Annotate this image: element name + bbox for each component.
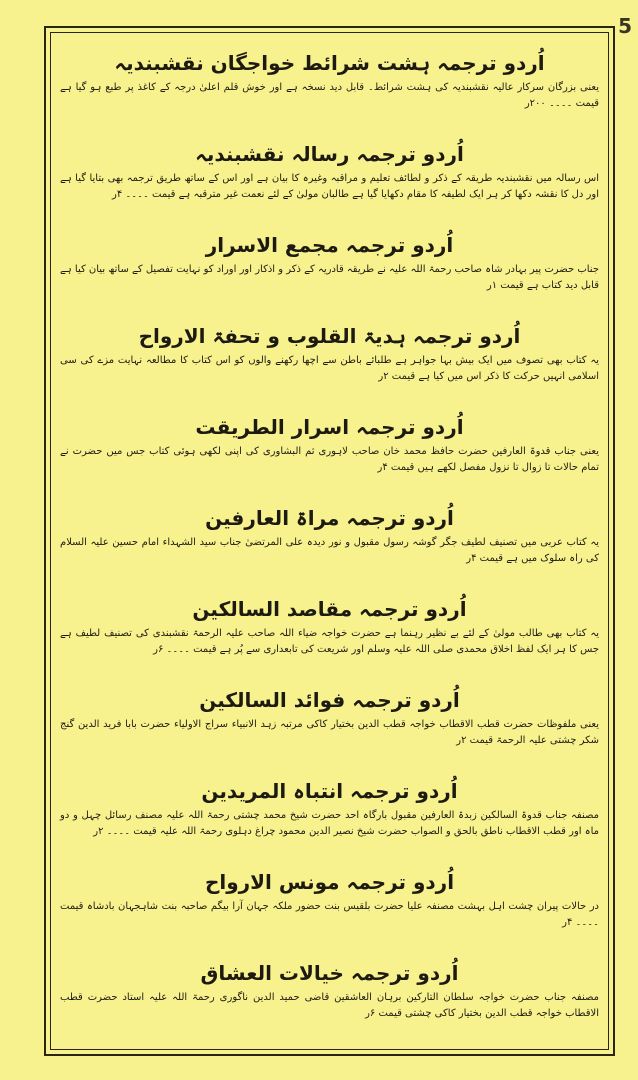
entry-heading: اُردو ترجمہ رسالہ نقشبندیہ — [195, 142, 464, 166]
catalog-entry — [56, 768, 603, 859]
entry-heading: اُردو ترجمہ خیالات العشاق — [200, 961, 459, 985]
entry-heading: اُردو ترجمہ ہشت شرائط خواجگان نقشبندیہ — [114, 51, 545, 75]
entry-description: یعنی بزرگان سرکار عالیہ نقشبندیہ کی ہشت شرائط۔ قابل دید نسخہ ہے اور خوش قلم اعلیٰ درجہ کے کاغذ پر طبع ہو گیا ہے قیمت ۔۔۔۔ ۲۰۰ر — [60, 82, 599, 109]
catalog-list — [56, 40, 603, 1044]
entry-description: اس رسالہ میں نقشبندیہ طریقہ کے ذکر و لطائف تعلیم و مراقبہ وغیرہ کا بیان ہے اور اس کے ساتھ طریق ترجمہ بھی بتایا گیا ہے اور دل کا نقشہ دکھا کر ہر ایک لطیفہ کا مقام دکھایا گیا ہے طالبان مولیٰ کے لئے نعمت غیر مترقبہ ہے قیمت ۔۔۔۔ ۴ر — [60, 173, 599, 200]
catalog-entry — [56, 131, 603, 222]
catalog-entry — [56, 677, 603, 768]
entry-heading: اُردو ترجمہ مقاصد السالکین — [192, 597, 467, 621]
entry-heading: اُردو ترجمہ فوائد السالکین — [199, 688, 460, 712]
entry-description: در حالات پیران چشت اہل بہشت مصنفہ علیا حضرت بلقیس بنت حضور ملکہ جہان آرا بیگم صاحبہ بنت شاہجہان بادشاہ قیمت ۔۔۔۔ ۴ر — [60, 901, 599, 928]
catalog-entry — [56, 40, 603, 131]
page-mark: 5 — [618, 14, 632, 38]
catalog-entry — [56, 313, 603, 404]
entry-description: جناب حضرت پیر بہادر شاہ صاحب رحمۃ اللہ علیہ نے طریقہ قادریہ کے ذکر و اذکار اور اوراد کو نہایت تفصیل کے ساتھ بیان کیا ہے قابل دید کتاب ہے قیمت ۱ر — [60, 264, 599, 291]
catalog-entry — [56, 859, 603, 950]
entry-heading: اُردو ترجمہ مونس الارواح — [204, 870, 455, 894]
catalog-entry — [56, 495, 603, 586]
entry-heading: اُردو ترجمہ انتباہ المریدین — [201, 779, 458, 803]
catalog-entry — [56, 586, 603, 677]
entry-description: یعنی جناب قدوۃ العارفین حضرت حافظ محمد خان صاحب لاہوری ثم البشاوری کی اپنی لکھی ہوئی کتاب جس میں حضرت نے تمام حالات تا زوال تا نزول مفصل لکھے ہیں قیمت ۴ر — [60, 446, 599, 473]
entry-description: مصنفہ جناب حضرت خواجہ سلطان التارکین برہان العاشقین قاضی حمید الدین ناگوری رحمۃ اللہ علیہ استاد حضرت قطب الاقطاب خواجہ قطب الدین بختیار کاکی چشتی قیمت ۶ر — [60, 992, 599, 1019]
entry-description: یہ کتاب عربی میں تصنیف لطیف جگر گوشہ رسول مقبول و نور دیدہ علی المرتضیٰ جناب سید الشہداء امام حسین علیہ السلام کی راہ سلوک میں ہے قیمت ۴ر — [60, 537, 599, 564]
catalog-entry — [56, 222, 603, 313]
entry-description: یہ کتاب بھی طالب مولیٰ کے لئے بے نظیر رہنما ہے حضرت خواجہ ضیاء اللہ صاحب علیہ الرحمۃ نقشبندی کی تصنیف لطیف ہے جس کا ہر ایک لفظ اخلاق محمدی صلی اللہ علیہ وسلم اور شریعت کی تابعداری سے پُر ہے قیمت ۔۔۔۔ ۶ر — [60, 628, 599, 655]
entry-heading: اُردو ترجمہ مراۃ العارفین — [205, 506, 454, 530]
entry-heading: اُردو ترجمہ مجمع الاسرار — [205, 233, 454, 257]
entry-heading: اُردو ترجمہ ہدیۃ القلوب و تحفۃ الارواح — [138, 324, 521, 348]
catalog-entry — [56, 950, 603, 1041]
entry-description: مصنفہ جناب قدوۃ السالکین زبدۃ العارفین مقبول بارگاہ احد حضرت شیخ محمد چشتی رحمۃ اللہ علیہ مصنف رسائل چہل و دو ماہ اور قطب الاقطاب ناطق بالحق و الصواب حضرت شیخ نصیر الدین محمود چراغ دہلوی رحمۃ اللہ علیہ قیمت ۔۔۔۔ ۲ر — [60, 810, 599, 837]
entry-description: یعنی ملفوظات حضرت قطب الاقطاب خواجہ قطب الدین بختیار کاکی مرتبہ زہد الانبیاء سراج الاولیاء حضرت بابا فرید الدین گنج شکر چشتی علیہ الرحمۃ قیمت ۲ر — [60, 719, 599, 746]
entry-description: یہ کتاب بھی تصوف میں ایک بیش بہا جواہر ہے طلبائے باطن سے اچھا رکھنے والوں کو اس کتاب کا مطالعہ نہایت مزے کی سی اسلامی انہیں حرکت کا ذکر اس میں کیا ہے قیمت ۲ر — [60, 355, 599, 382]
catalog-entry — [56, 404, 603, 495]
entry-heading: اُردو ترجمہ اسرار الطریقت — [195, 415, 464, 439]
